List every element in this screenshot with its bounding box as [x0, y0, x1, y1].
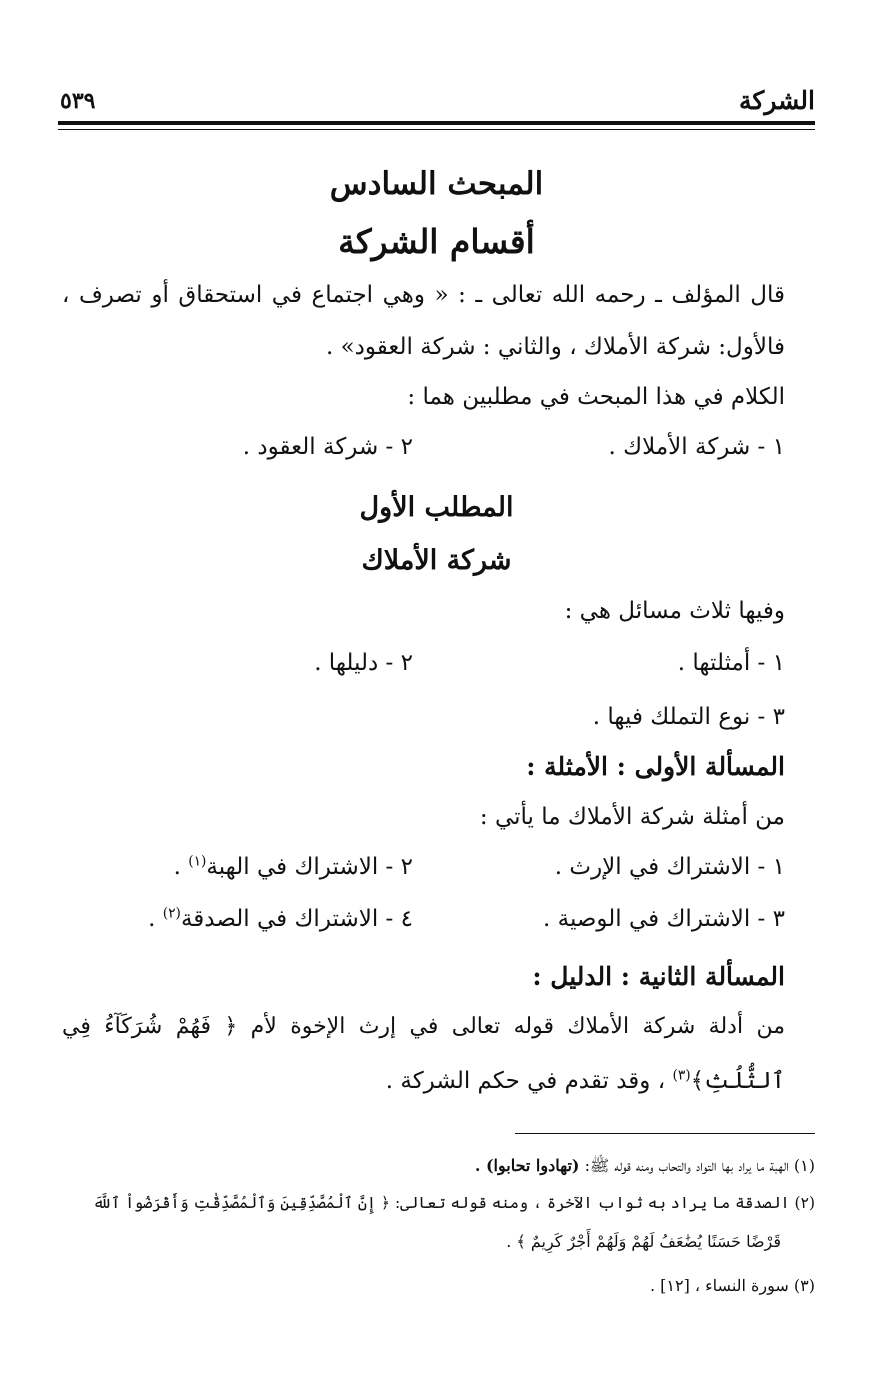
example-text: الاشتراك في الإرث . — [554, 854, 751, 880]
issue-item — [314, 650, 413, 676]
issue-num: ١ — [772, 650, 785, 676]
example-text: الاشتراك في الهبة — [206, 854, 379, 880]
dash: - — [757, 650, 766, 676]
issues-intro: وفيها ثلاث مسائل هي : — [564, 598, 785, 624]
question-1-intro: من أمثلة شركة الأملاك ما يأتي : — [479, 804, 785, 830]
section-title: أقسام الشركة — [338, 222, 535, 261]
example-num: ١ — [772, 854, 785, 880]
question-2-line-1: من أدلة شركة الأملاك قوله تعالى في إرث الإخوة لأم ﴿ فَهُمْ شُرَكَآءُ فِي — [62, 1014, 785, 1039]
section-heading: المبحث السادس — [329, 166, 544, 202]
dash: - — [385, 906, 394, 932]
sentence-end: . — [173, 854, 189, 880]
intro-line-2: فالأول: شركة الأملاك ، والثاني : شركة العقود» . — [325, 334, 785, 360]
part-item — [243, 434, 413, 460]
dash: - — [385, 854, 394, 880]
part-num: ٢ — [400, 434, 413, 460]
quran-quote: ٱلثُّلُثِ﴾ — [690, 1068, 785, 1094]
issue-num: ٢ — [400, 650, 413, 676]
issue-text: دليلها . — [314, 650, 379, 676]
footnote-3: (٣) سورة النساء ، [١٢] . — [649, 1276, 815, 1295]
footnote-marker: (١) — [188, 853, 207, 870]
dash: - — [757, 434, 766, 460]
subsection-heading: المطلب الأول — [359, 492, 514, 523]
intro-line-1: قال المؤلف ـ رحمه الله تعالى ـ : « وهي اجتماع في استحقاق أو تصرف ، — [62, 282, 785, 308]
header-rule-thin — [58, 129, 815, 130]
footnote-1 — [475, 1156, 815, 1179]
example-text: الاشتراك في الصدقة — [180, 906, 379, 932]
footnote-2: (٢) الصدقة ما يراد به ثواب الآخرة ، ومنه قوله تعالى: ﴿ إِنَّ ٱلْمُصَّدِّقِينَ وَٱلْمُصَّدِّقَٰتِ وَأَقْرَضُواْ ٱللَّهَ — [92, 1194, 815, 1212]
dash: - — [757, 704, 766, 730]
issue-item — [678, 650, 785, 676]
question-2-rest: ، وقد تقدم في حكم الشركة . — [385, 1068, 673, 1094]
part-text: شركة العقود . — [242, 434, 379, 460]
question-2-title: المسألة الثانية : الدليل : — [532, 962, 785, 991]
example-item — [555, 854, 785, 880]
issue-text: أمثلتها . — [677, 650, 751, 676]
footnote-marker: (٢) — [162, 905, 181, 922]
subsection-title: شركة الأملاك — [361, 545, 512, 576]
dash: - — [385, 650, 394, 676]
intro-line-3: الكلام في هذا المبحث في مطلبين هما : — [407, 384, 785, 410]
question-2-line-2 — [386, 1068, 785, 1094]
part-item — [609, 434, 785, 460]
example-item — [543, 906, 785, 932]
footnote-rule — [515, 1133, 815, 1134]
footnote-1-text: (١) الهبة ما يراد بها التواد والتحاب ومنه قوله ﷺ: — [579, 1156, 815, 1175]
issue-item — [593, 704, 785, 730]
example-num: ٢ — [400, 854, 413, 880]
example-item — [174, 854, 413, 880]
question-1-title: المسألة الأولى : الأمثلة : — [526, 752, 785, 781]
issue-num: ٣ — [772, 704, 785, 730]
footnote-2-continued: قَرْضًا حَسَنًا يُضَٰعَفُ لَهُمْ وَلَهُمْ أَجْرٌ كَرِيمٌ ﴾ . — [506, 1232, 781, 1251]
part-text: شركة الأملاك . — [608, 434, 751, 460]
running-head-title: الشركة — [739, 86, 815, 115]
header-rule-thick — [58, 121, 815, 125]
example-num: ٤ — [400, 906, 413, 932]
dash: - — [385, 434, 394, 460]
example-num: ٣ — [772, 906, 785, 932]
example-text: الاشتراك في الوصية . — [542, 906, 751, 932]
footnote-1-hadith: (تهادوا تحابوا) . — [474, 1156, 580, 1175]
example-item — [148, 906, 413, 932]
dash: - — [757, 854, 766, 880]
running-head — [60, 80, 815, 120]
part-num: ١ — [772, 434, 785, 460]
page-number: ٥٣٩ — [60, 88, 96, 114]
issue-text: نوع التملك فيها . — [592, 704, 751, 730]
dash: - — [757, 906, 766, 932]
footnote-marker: (٣) — [672, 1067, 691, 1084]
sentence-end: . — [148, 906, 163, 932]
